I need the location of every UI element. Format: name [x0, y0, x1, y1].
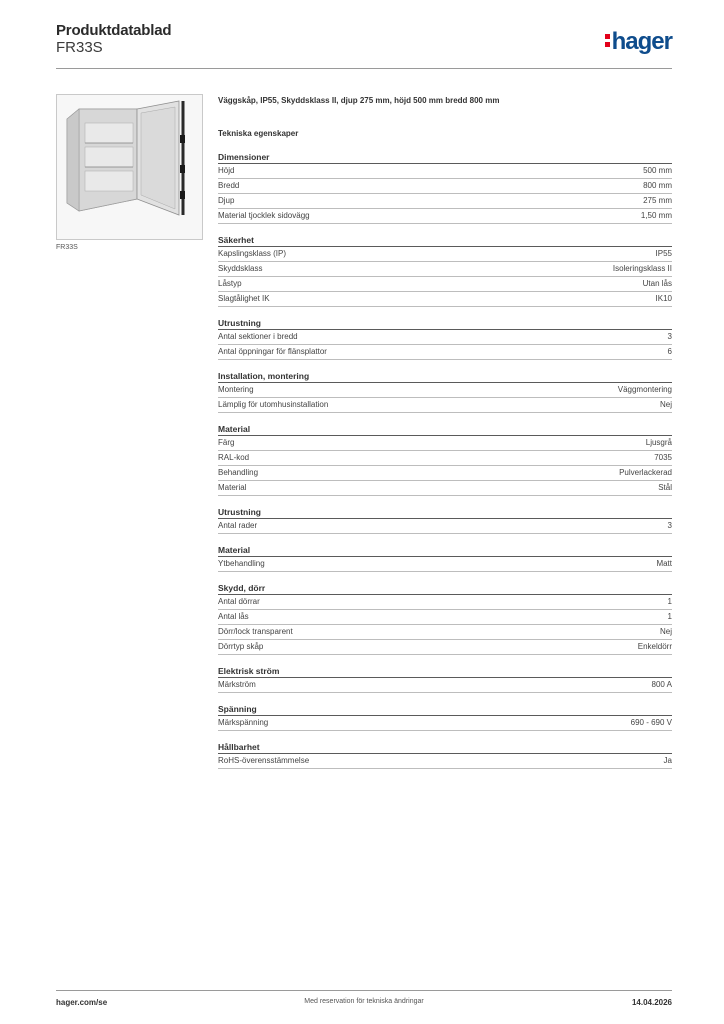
spec-row [218, 625, 672, 640]
spec-value: Nej [659, 627, 672, 636]
spec-key: Montering [218, 385, 254, 394]
image-caption: FR33S [56, 244, 78, 251]
document-title: Produktdatablad [56, 22, 172, 39]
spec-row [218, 383, 672, 398]
logo-dots-icon [605, 34, 610, 50]
spec-row [218, 678, 672, 693]
spec-key: Djup [218, 196, 235, 205]
spec-value: IP55 [655, 249, 672, 258]
spec-value: Nej [659, 400, 672, 409]
logo-text: hager [611, 28, 672, 55]
spec-row [218, 754, 672, 769]
spec-value: 7035 [654, 453, 672, 462]
footer-website: hager.com/se [56, 998, 108, 1007]
spec-section [218, 371, 672, 413]
section-title: Säkerhet [218, 235, 672, 247]
spec-row [218, 164, 672, 179]
spec-value: Enkeldörr [637, 642, 672, 651]
spec-value: Ja [663, 756, 672, 765]
spec-value: Ljusgrå [645, 438, 672, 447]
spec-section [218, 704, 672, 731]
spec-row [218, 209, 672, 224]
product-code: FR33S [56, 39, 103, 56]
spec-row [218, 716, 672, 731]
spec-row [218, 451, 672, 466]
section-title: Spänning [218, 704, 672, 716]
spec-row [218, 292, 672, 307]
spec-value: Isoleringsklass II [612, 264, 672, 273]
spec-key: Låstyp [218, 279, 242, 288]
product-image [56, 94, 203, 240]
spec-value: 690 - 690 V [630, 718, 672, 727]
spec-section [218, 152, 672, 224]
spec-key: Antal öppningar för flänsplattor [218, 347, 327, 356]
section-title: Skydd, dörr [218, 583, 672, 595]
spec-section [218, 545, 672, 572]
spec-value: IK10 [655, 294, 672, 303]
spec-key: RAL-kod [218, 453, 250, 462]
spec-row [218, 194, 672, 209]
spec-row [218, 519, 672, 534]
spec-value: 275 mm [643, 196, 672, 205]
spec-value: 1,50 mm [640, 211, 672, 220]
spec-key: Märkspänning [218, 718, 269, 727]
spec-section [218, 507, 672, 534]
footer-disclaimer: Med reservation för tekniska ändringar [304, 998, 424, 1005]
spec-row [218, 595, 672, 610]
spec-value: 800 A [651, 680, 672, 689]
footer-date: 14.04.2026 [631, 998, 672, 1007]
spec-value: Väggmontering [617, 385, 672, 394]
spec-value: Utan lås [642, 279, 672, 288]
spec-row [218, 436, 672, 451]
content-area [218, 96, 672, 769]
spec-section [218, 742, 672, 769]
spec-key: Dörr/lock transparent [218, 627, 293, 636]
spec-row [218, 398, 672, 413]
spec-key: Antal dörrar [218, 597, 260, 606]
spec-key: Skyddsklass [218, 264, 263, 273]
spec-value: 800 mm [643, 181, 672, 190]
section-title: Installation, montering [218, 371, 672, 383]
spec-key: Höjd [218, 166, 235, 175]
section-title: Material [218, 545, 672, 557]
spec-row [218, 481, 672, 496]
spec-section [218, 318, 672, 360]
section-title: Utrustning [218, 507, 672, 519]
spec-key: Antal lås [218, 612, 249, 621]
spec-key: Ytbehandling [218, 559, 265, 568]
spec-value: Stål [658, 483, 672, 492]
spec-section [218, 424, 672, 496]
spec-value: 1 [667, 597, 672, 606]
spec-section [218, 666, 672, 693]
spec-row [218, 640, 672, 655]
spec-row [218, 179, 672, 194]
spec-key: Antal rader [218, 521, 258, 530]
cabinet-illustration [57, 95, 202, 239]
spec-value: Pulverlackerad [619, 468, 672, 477]
spec-key: Dörrtyp skåp [218, 642, 264, 651]
spec-row [218, 330, 672, 345]
spec-key: Material tjocklek sidovägg [218, 211, 310, 220]
spec-value: 500 mm [643, 166, 672, 175]
spec-row [218, 345, 672, 360]
spec-row [218, 277, 672, 292]
spec-key: Behandling [218, 468, 259, 477]
spec-value: 3 [667, 521, 672, 530]
spec-key: Material [218, 483, 247, 492]
section-title: Hållbarhet [218, 742, 672, 754]
spec-value: 1 [667, 612, 672, 621]
section-title: Dimensioner [218, 152, 672, 164]
product-description: Väggskåp, IP55, Skyddsklass II, djup 275 mm, höjd 500 mm bredd 800 mm [218, 96, 500, 105]
spec-row [218, 247, 672, 262]
spec-key: Färg [218, 438, 235, 447]
spec-key: Bredd [218, 181, 240, 190]
section-title: Elektrisk ström [218, 666, 672, 678]
spec-row [218, 466, 672, 481]
spec-sections [218, 152, 672, 769]
spec-key: Kapslingsklass (IP) [218, 249, 287, 258]
tech-heading: Tekniska egenskaper [218, 129, 299, 138]
spec-key: Lämplig för utomhusinstallation [218, 400, 329, 409]
spec-value: Matt [656, 559, 672, 568]
spec-key: Slagtålighet IK [218, 294, 270, 303]
spec-row [218, 610, 672, 625]
spec-value: 3 [667, 332, 672, 341]
spec-section [218, 235, 672, 307]
spec-section [218, 583, 672, 655]
spec-key: Antal sektioner i bredd [218, 332, 298, 341]
hager-logo [605, 28, 672, 56]
page-header [56, 22, 672, 69]
section-title: Utrustning [218, 318, 672, 330]
spec-key: RoHS-överensstämmelse [218, 756, 310, 765]
spec-key: Märkström [218, 680, 256, 689]
page-footer [56, 990, 672, 1011]
spec-row [218, 262, 672, 277]
section-title: Material [218, 424, 672, 436]
spec-value: 6 [667, 347, 672, 356]
spec-row [218, 557, 672, 572]
